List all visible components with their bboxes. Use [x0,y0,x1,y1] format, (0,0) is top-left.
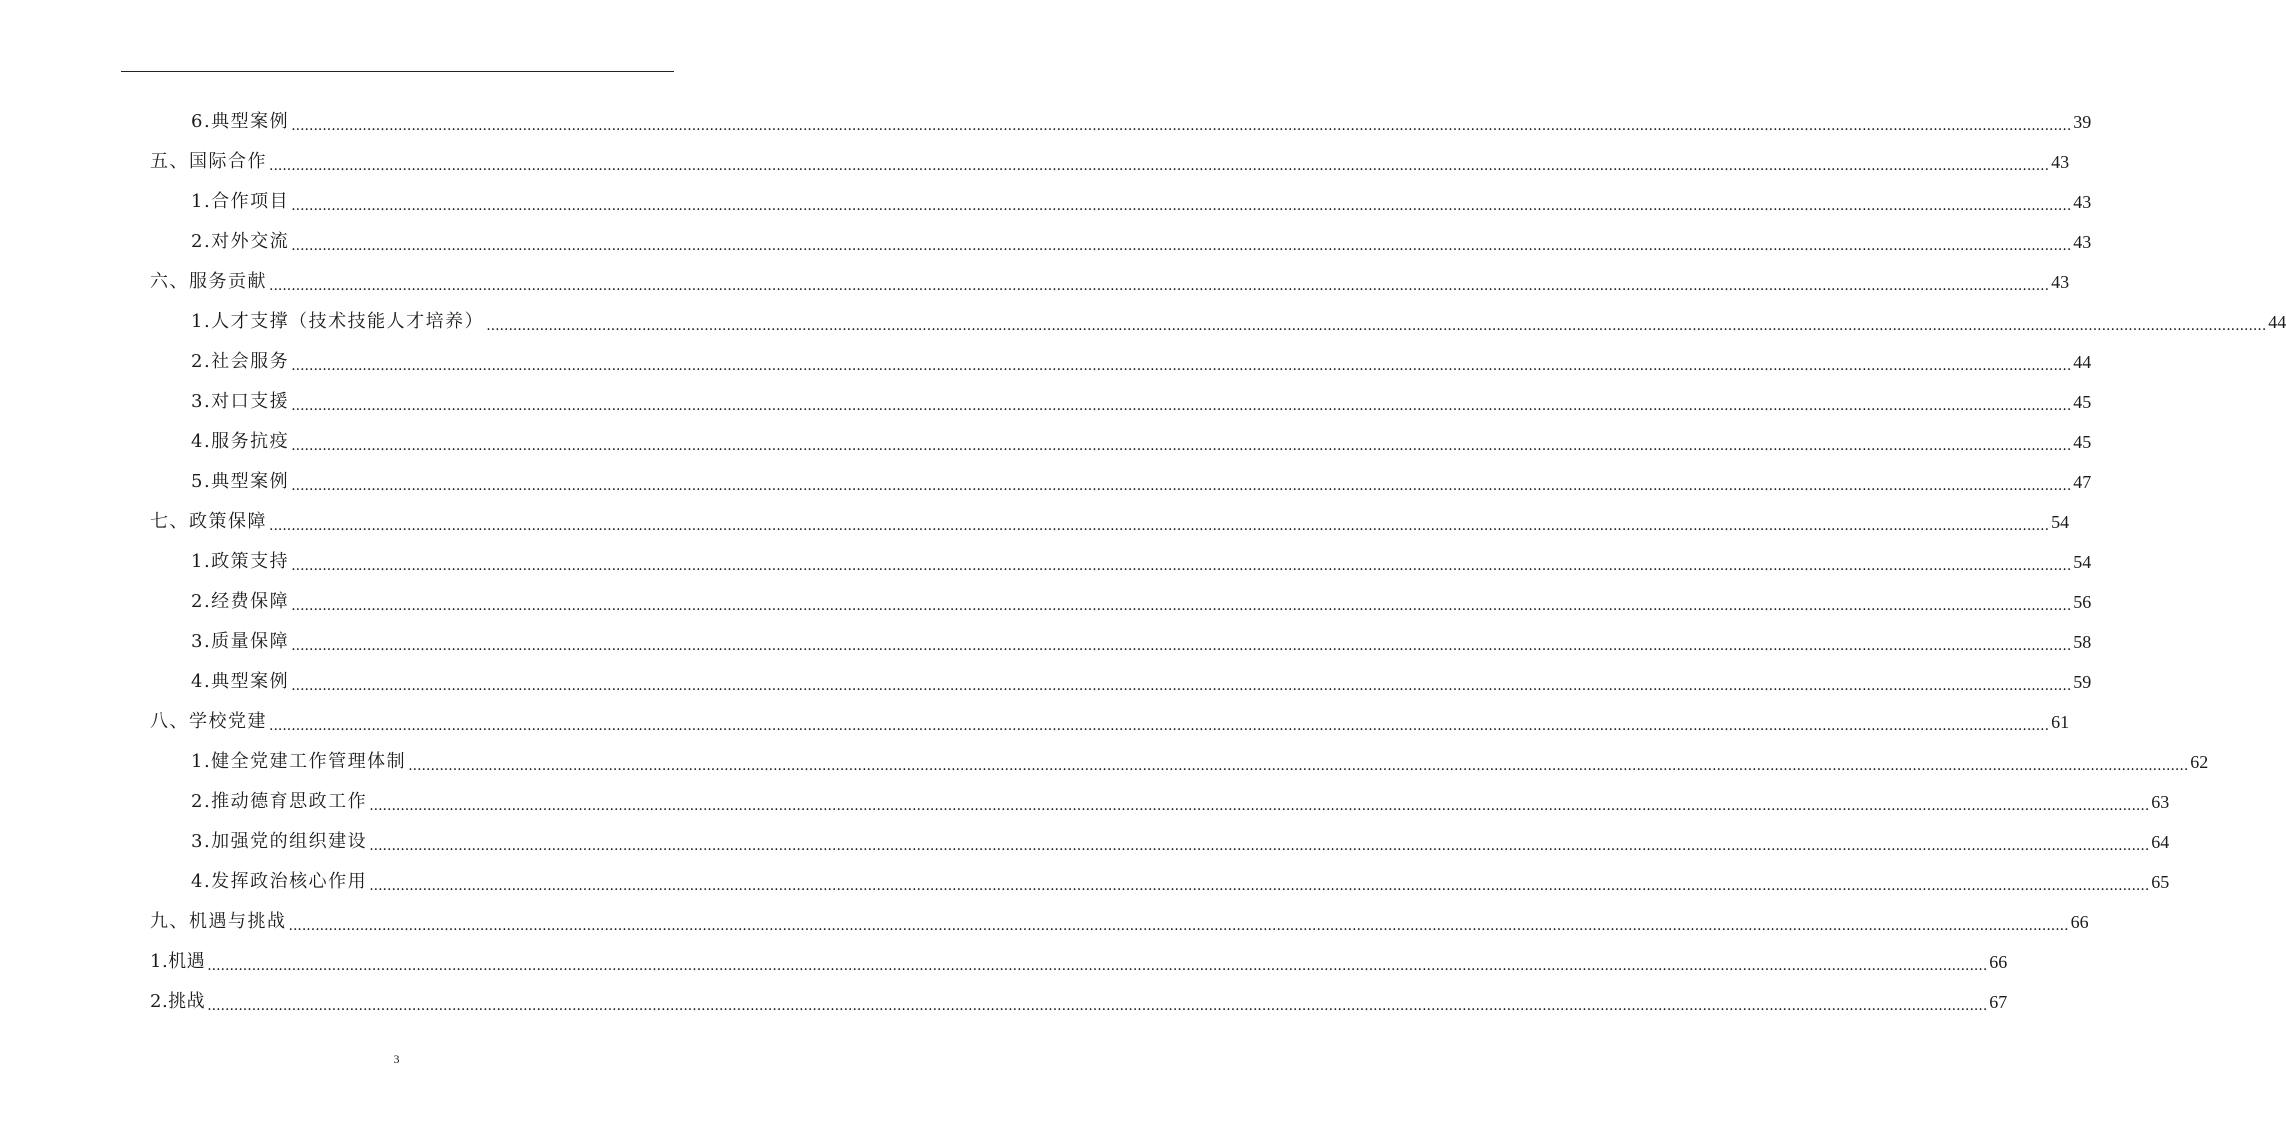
toc-entry-label: 1.机遇 [150,951,206,972]
toc-entry-label: 八、学校党建 [150,711,267,732]
toc-dot-leader: ................................................................................................................................................................................................................................................................................................................................................................................................................ [269,718,2050,734]
toc-entry-label: 5.典型案例 [191,471,290,492]
toc-entry-label: 4.典型案例 [191,671,290,692]
toc-dot-leader: ................................................................................................................................................................................................................................................................................................................................................................................................................ [291,358,2072,374]
toc-entry-label: 九、机遇与挑战 [150,911,287,932]
toc-entry[interactable] [150,982,2008,1022]
toc-entry-page: 43 [2073,192,2092,212]
toc-entry-page: 63 [2151,792,2170,812]
toc-entry-label: 2.经费保障 [191,591,290,612]
toc-entry[interactable] [191,222,2092,262]
toc-dot-leader: ................................................................................................................................................................................................................................................................................................................................................................................................................ [269,278,2050,294]
toc-entry-page: 43 [2051,152,2070,172]
toc-entry[interactable] [150,702,2070,742]
toc-entry-page: 39 [2073,112,2092,132]
toc-entry-page: 62 [2190,752,2209,772]
toc-dot-leader: ................................................................................................................................................................................................................................................................................................................................................................................................................ [291,438,2072,454]
toc-entry-page: 61 [2051,712,2070,732]
toc-entry[interactable] [150,502,2070,542]
toc-entry-page: 44 [2268,312,2286,332]
toc-entry-label: 4.服务抗疫 [191,431,290,452]
toc-entry-label: 1.健全党建工作管理体制 [191,751,407,772]
toc-dot-leader: ................................................................................................................................................................................................................................................................................................................................................................................................................ [291,558,2072,574]
toc-entry[interactable] [191,822,2170,862]
toc-entry-page: 64 [2151,832,2170,852]
toc-entry-label: 2.挑战 [150,991,206,1012]
toc-entry[interactable] [191,462,2092,502]
toc-entry-label: 五、国际合作 [150,151,267,172]
toc-dot-leader: ................................................................................................................................................................................................................................................................................................................................................................................................................ [291,678,2072,694]
toc-dot-leader: ................................................................................................................................................................................................................................................................................................................................................................................................................ [369,878,2150,894]
toc-entry-page: 66 [2070,912,2089,932]
toc-dot-leader: ................................................................................................................................................................................................................................................................................................................................................................................................................ [291,238,2072,254]
toc-dot-leader: ................................................................................................................................................................................................................................................................................................................................................................................................................ [408,758,2189,774]
toc-entry-page: 43 [2051,272,2070,292]
toc-entry-label: 2.推动德育思政工作 [191,791,368,812]
toc-entry-page: 54 [2073,552,2092,572]
toc-entry-label: 3.质量保障 [191,631,290,652]
toc-entry-page: 58 [2073,632,2092,652]
toc-entry-label: 六、服务贡献 [150,271,267,292]
toc-entry-label: 2.对外交流 [191,231,290,252]
toc-dot-leader: ................................................................................................................................................................................................................................................................................................................................................................................................................ [486,318,2267,334]
toc-entry-label: 6.典型案例 [191,111,290,132]
toc-entry[interactable] [191,782,2170,822]
toc-entry[interactable] [191,662,2092,702]
toc-entry-page: 47 [2073,472,2092,492]
toc-entry-page: 59 [2073,672,2092,692]
toc-entry-page: 45 [2073,392,2092,412]
toc-entry-label: 七、政策保障 [150,511,267,532]
toc-entry-page: 54 [2051,512,2070,532]
toc-entry-page: 65 [2151,872,2170,892]
toc-dot-leader: ................................................................................................................................................................................................................................................................................................................................................................................................................ [291,198,2072,214]
toc-entry[interactable] [150,262,2070,302]
toc-entry-page: 45 [2073,432,2092,452]
toc-entry[interactable] [191,302,2286,342]
toc-entry-label: 3.加强党的组织建设 [191,831,368,852]
toc-entry-label: 1.合作项目 [191,191,290,212]
toc-entry-page: 66 [1989,952,2008,972]
toc-entry[interactable] [150,942,2008,982]
toc-dot-leader: ................................................................................................................................................................................................................................................................................................................................................................................................................ [207,998,1988,1014]
toc-entry-page: 43 [2073,232,2092,252]
toc-entry[interactable] [191,542,2092,582]
toc-dot-leader: ................................................................................................................................................................................................................................................................................................................................................................................................................ [269,518,2050,534]
toc-dot-leader: ................................................................................................................................................................................................................................................................................................................................................................................................................ [291,118,2072,134]
toc-entry-page: 44 [2073,352,2092,372]
toc-dot-leader: ................................................................................................................................................................................................................................................................................................................................................................................................................ [207,958,1988,974]
toc-entry-label: 1.政策支持 [191,551,290,572]
toc-entry-label: 1.人才支撑（技术技能人才培养） [191,311,485,332]
toc-entry[interactable] [191,102,2092,142]
toc-entry[interactable] [191,582,2092,622]
toc-entry-label: 3.对口支援 [191,391,290,412]
toc-dot-leader: ................................................................................................................................................................................................................................................................................................................................................................................................................ [369,838,2150,854]
toc-dot-leader: ................................................................................................................................................................................................................................................................................................................................................................................................................ [288,918,2069,934]
toc-entry-label: 2.社会服务 [191,351,290,372]
toc-entry[interactable] [191,742,2209,782]
toc-dot-leader: ................................................................................................................................................................................................................................................................................................................................................................................................................ [291,398,2072,414]
header-rule [121,71,674,72]
page-number: 3 [393,1052,400,1066]
toc-dot-leader: ................................................................................................................................................................................................................................................................................................................................................................................................................ [291,478,2072,494]
toc-dot-leader: ................................................................................................................................................................................................................................................................................................................................................................................................................ [291,598,2072,614]
toc-entry[interactable] [191,622,2092,662]
toc-entry[interactable] [191,382,2092,422]
toc-entry[interactable] [191,342,2092,382]
toc-entry-page: 56 [2073,592,2092,612]
toc-entry[interactable] [191,182,2092,222]
toc-dot-leader: ................................................................................................................................................................................................................................................................................................................................................................................................................ [269,158,2050,174]
toc-entry[interactable] [191,422,2092,462]
toc-entry-label: 4.发挥政治核心作用 [191,871,368,892]
toc-entry[interactable] [150,142,2070,182]
toc-entry[interactable] [191,862,2170,902]
toc-dot-leader: ................................................................................................................................................................................................................................................................................................................................................................................................................ [369,798,2150,814]
toc-dot-leader: ................................................................................................................................................................................................................................................................................................................................................................................................................ [291,638,2072,654]
toc-entry-page: 67 [1989,992,2008,1012]
toc-entry[interactable] [150,902,2089,942]
